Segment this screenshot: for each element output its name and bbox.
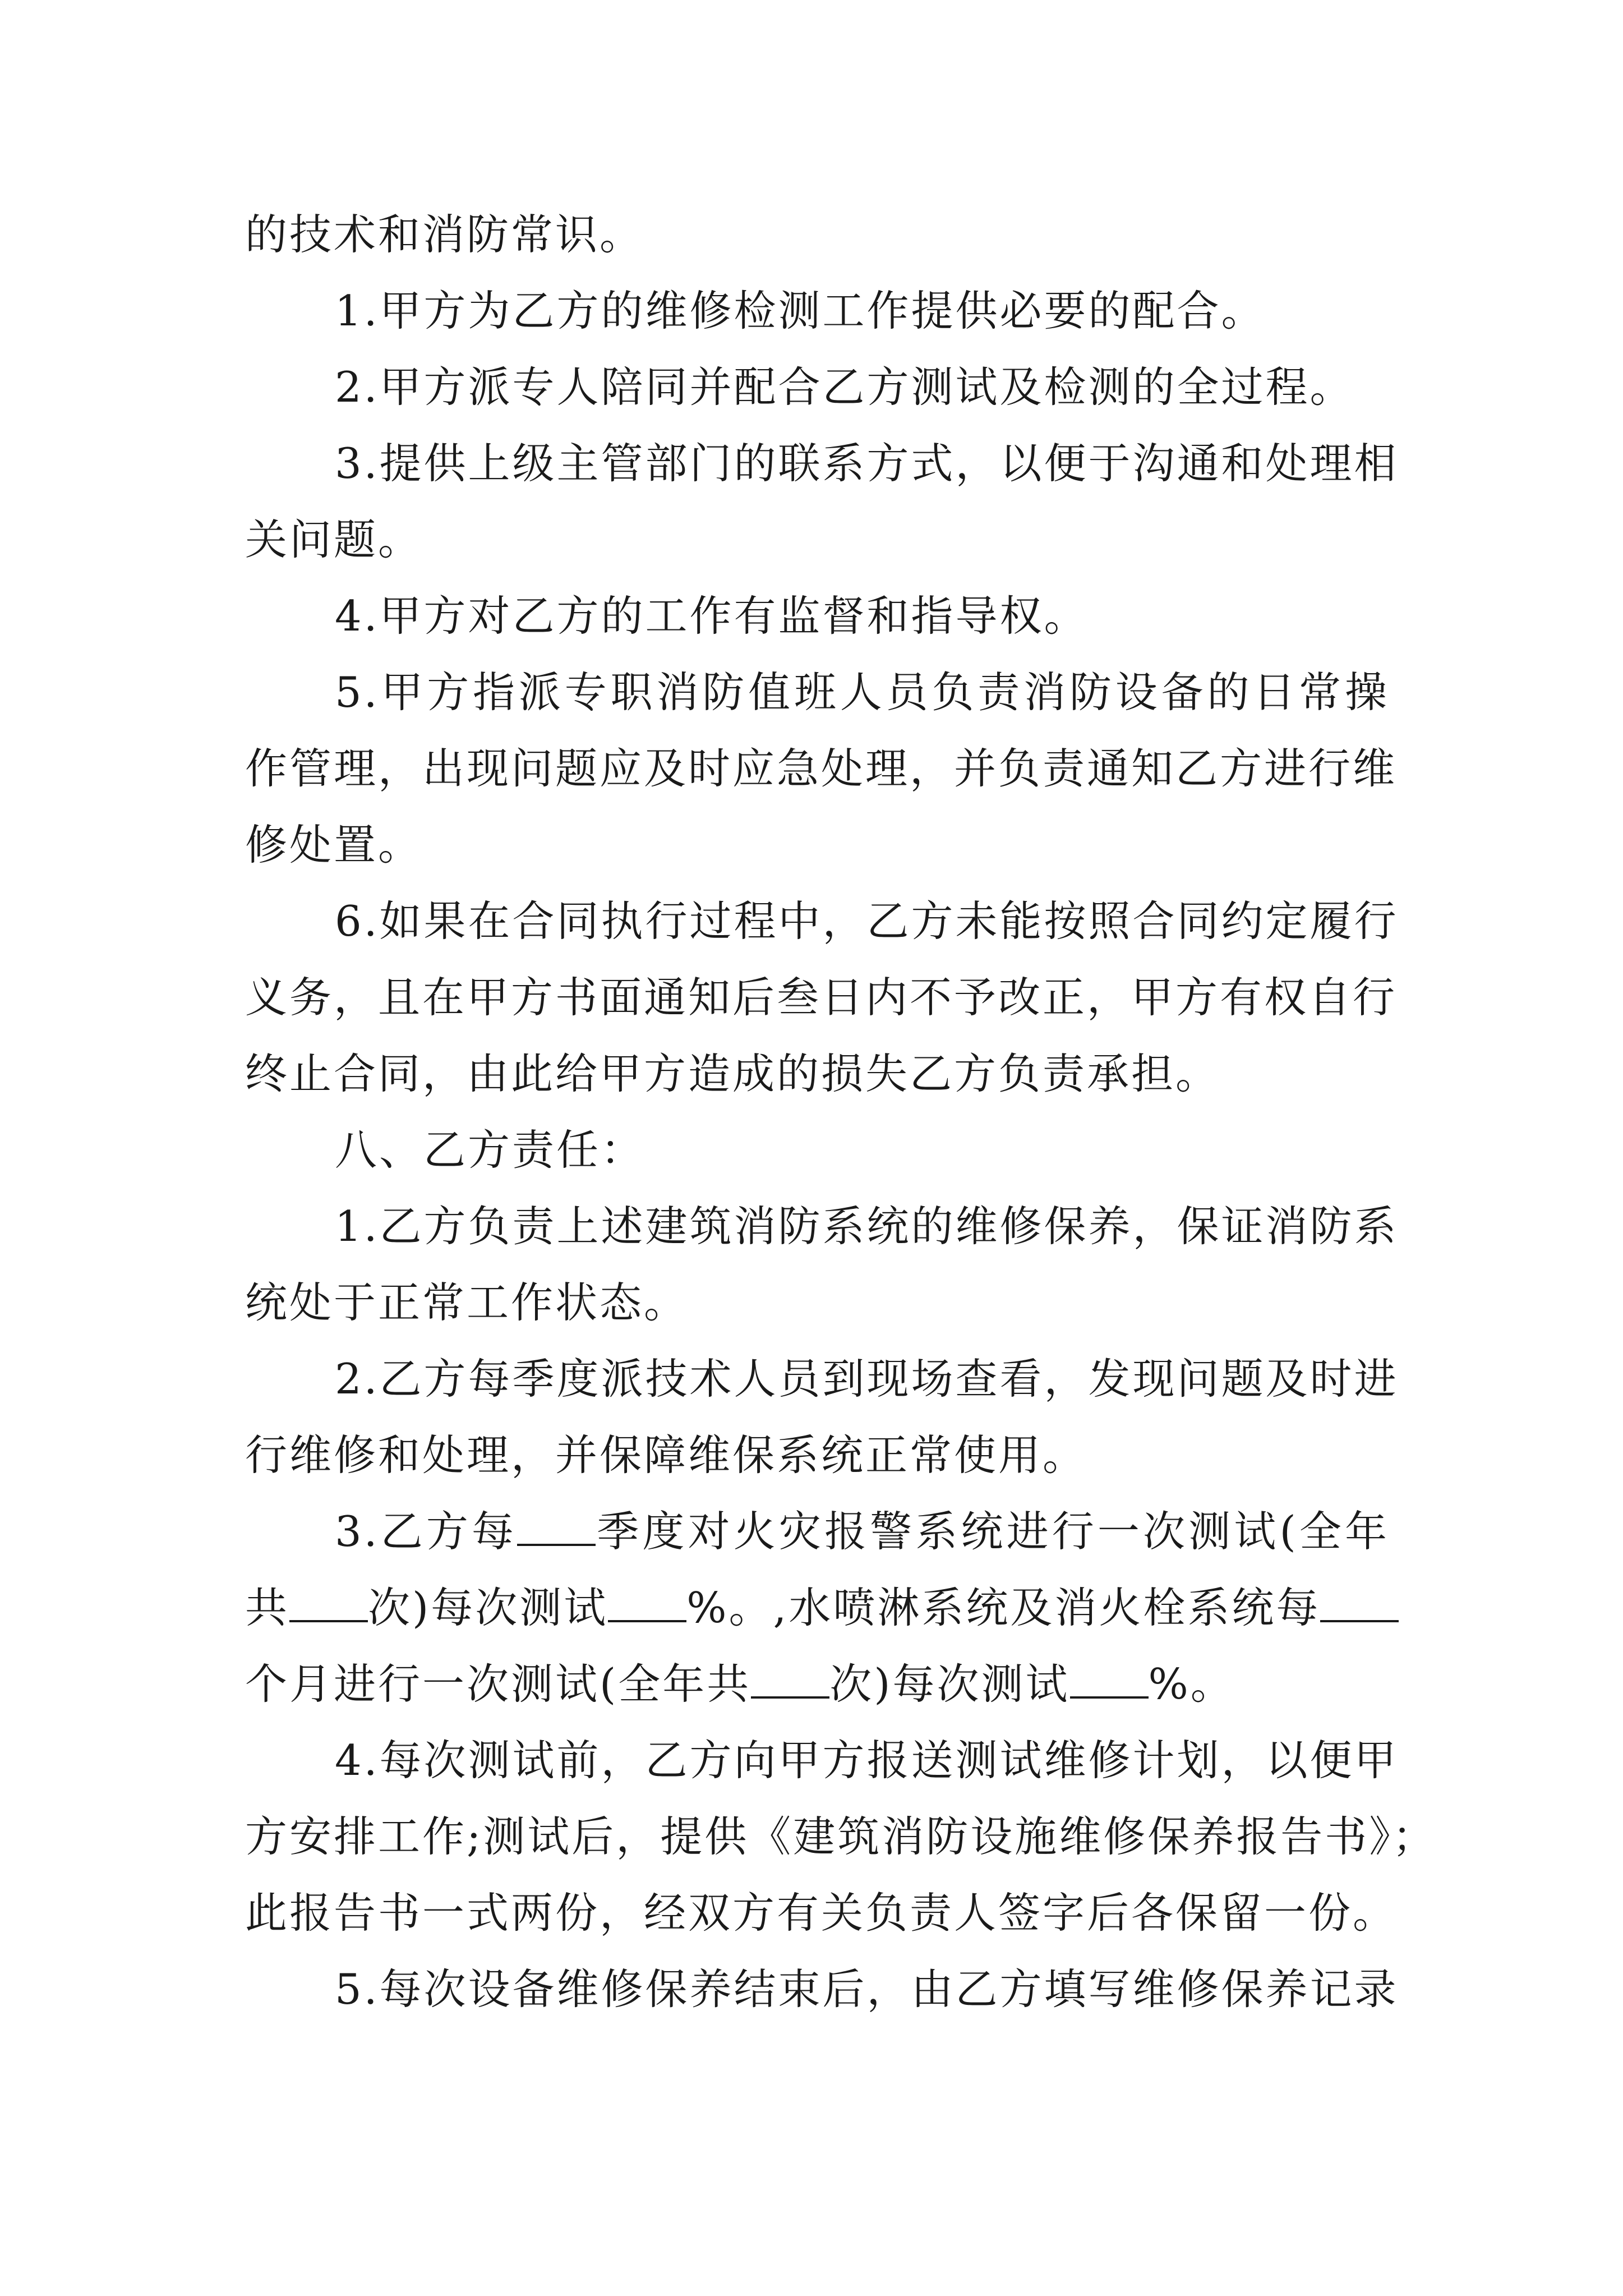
paragraph-line: 此报告书一式两份，经双方有关负责人签字后各保留一份。: [245, 1888, 1398, 1938]
paragraph-line: 6.如果在合同执行过程中，乙方未能按照合同约定履行: [335, 896, 1399, 946]
paragraph-line: 5.甲方指派专职消防值班人员负责消防设备的日常操: [335, 668, 1389, 717]
section-heading: 八、乙方责任：: [335, 1125, 645, 1175]
fill-in-blank: [1320, 1585, 1399, 1622]
fill-in-blank: [1070, 1662, 1149, 1699]
text-fragment: 3.乙方每: [335, 1507, 518, 1556]
text-fragment: %。: [1148, 1659, 1235, 1709]
fill-in-blank: [517, 1509, 596, 1546]
paragraph-line: 1.乙方负责上述建筑消防系统的维修保养，保证消防系: [335, 1202, 1399, 1251]
text-fragment: 个月进行一次测试(全年共: [245, 1659, 751, 1709]
text-fragment: 季度对火灾报警系统进行一次测试(全年: [596, 1507, 1389, 1556]
paragraph-line: 作管理，出现问题应及时应急处理，并负责通知乙方进行维: [245, 744, 1398, 793]
paragraph-line: 统处于正常工作状态。: [245, 1278, 689, 1327]
paragraph-line: 3.提供上级主管部门的联系方式，以便于沟通和处理相: [335, 439, 1399, 488]
fill-in-blank: [289, 1585, 368, 1622]
paragraph-line: 1.甲方为乙方的维修检测工作提供必要的配合。: [335, 286, 1266, 335]
fill-in-blank: [608, 1585, 686, 1622]
paragraph-line-with-blanks: [245, 1493, 1389, 1570]
paragraph-line: 终止合同，由此给甲方造成的损失乙方负责承担。: [245, 1049, 1220, 1098]
document-page: [245, 196, 1437, 2027]
paragraph-line-with-blanks: [245, 1646, 1389, 1722]
text-fragment: 共: [245, 1583, 290, 1632]
paragraph-line-with-blanks: [245, 1570, 1389, 1646]
paragraph-line: 方安排工作;测试后，提供《建筑消防设施维修保养报告书》；: [245, 1812, 1437, 1861]
paragraph-line: 修处置。: [245, 820, 423, 869]
paragraph-line: 关问题。: [245, 515, 423, 564]
paragraph-line: 2.乙方每季度派技术人员到现场查看，发现问题及时进: [335, 1354, 1399, 1404]
paragraph-line: 的技术和消防常识。: [245, 210, 644, 259]
text-fragment: 次)每次测试: [829, 1659, 1070, 1709]
text-fragment: %。,水喷淋系统及消火栓系统每: [686, 1583, 1321, 1632]
paragraph-line: 2.甲方派专人陪同并配合乙方测试及检测的全过程。: [335, 362, 1354, 412]
paragraph-line: 行维修和处理，并保障维保系统正常使用。: [245, 1430, 1087, 1480]
fill-in-blank: [751, 1662, 829, 1699]
paragraph-line: 义务，且在甲方书面通知后叁日内不予改正，甲方有权自行: [245, 973, 1398, 1022]
paragraph-line: 5.每次设备维修保养结束后，由乙方填写维修保养记录: [335, 1964, 1399, 2014]
paragraph-line: 4.甲方对乙方的工作有监督和指导权。: [335, 591, 1089, 641]
text-fragment: 次)每次测试: [368, 1583, 608, 1632]
paragraph-line: 4.每次测试前，乙方向甲方报送测试维修计划，以便甲: [335, 1736, 1399, 1785]
